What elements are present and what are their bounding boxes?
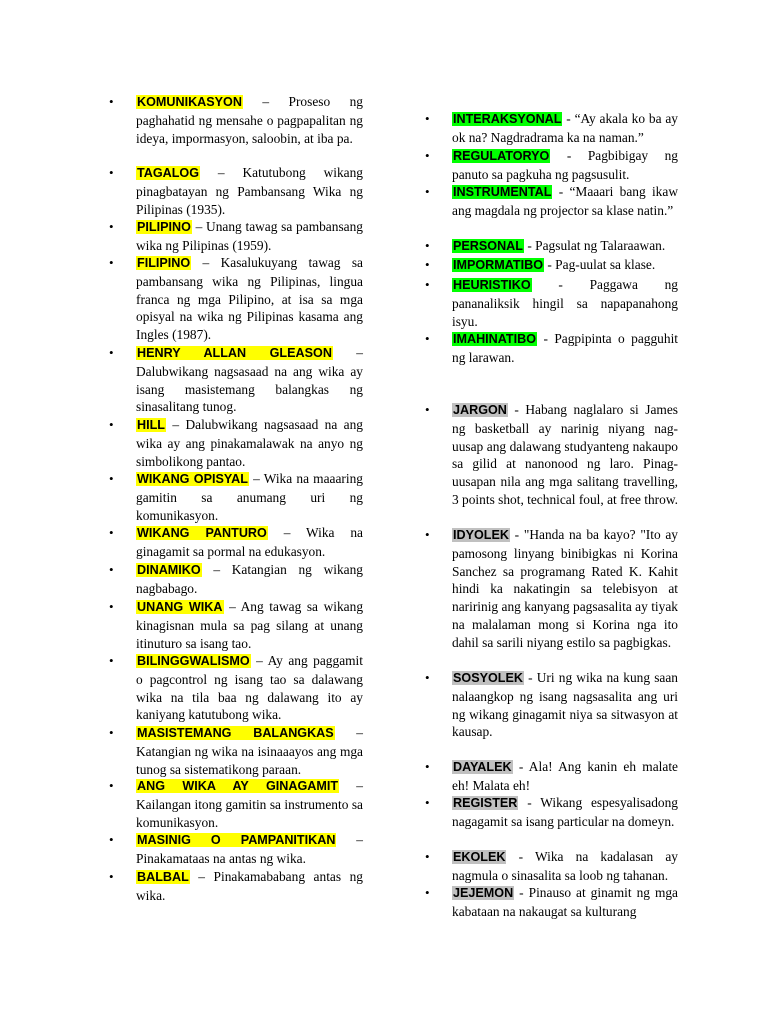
list-item [109,724,363,778]
bullet-icon: • [109,345,114,360]
term-highlight: PILIPINO [137,220,191,234]
definition: Pinakamataas na antas ng wika. [136,850,306,866]
bullet-icon: • [109,417,114,432]
list-item [425,758,678,795]
separator: - [523,238,536,253]
term-highlight: DAYALEK [453,760,512,774]
separator: – [242,94,289,109]
definition: Pag-uulat sa klase. [555,257,656,272]
bullet-icon: • [425,111,430,126]
separator: – [248,471,264,486]
list-item [425,669,678,741]
separator: - [544,257,556,272]
list-item [109,777,364,831]
term-highlight: BILINGGWALISMO [137,654,250,668]
term-highlight: IDYOLEK [453,528,509,542]
definition: Katangian ng wika na isinaaayos ang mga tunog sa sistematikong paraan. [136,743,363,777]
list-item [425,183,678,220]
separator: - [514,885,529,900]
definition: Habang naglalaro si James ng basketball ay narinig niyang nag-uusap ang dalawang studyanteng nakaupo sa gilid at nanonood ng laro. Pinag-uusapan nila ang mga salitang travelling, 3 points shot, technical foul, at free throw. [452,402,678,507]
term-highlight: WIKANG PANTURO [137,526,267,540]
term-highlight: REGISTER [453,796,518,810]
term-highlight: FILIPINO [137,256,191,270]
bullet-icon: • [425,238,430,253]
bullet-icon: • [425,849,430,864]
separator: – [332,345,363,360]
definition: Kasalukuyang tawag sa pambansang wika ng Pilipinas, lingua franca ng mga Pilipino, at isa sa mga opisyal na wika ng Pilipinas kasama ang Ingles (1987). [136,255,363,343]
definition: Wika na ginagamit sa pormal na edukasyon. [136,525,363,559]
bullet-icon: • [109,869,114,884]
list-item [425,526,679,652]
term-highlight: DINAMIKO [137,563,201,577]
bullet-icon: • [109,219,114,234]
bullet-icon: • [109,255,114,270]
bullet-icon: • [109,832,114,847]
definition: “Ay akala ko ba ay ok na? Nagdradrama ka na naman.” [452,111,678,145]
list-item [109,218,363,255]
definition: Ang tawag sa wikang kinagisnan mula sa pag silang at unang itinuturo sa isang tao. [136,599,364,651]
term-highlight: HILL [137,418,165,432]
separator: – [165,417,186,432]
term-highlight: JARGON [453,403,507,417]
definition: "Handa na ba kayo? "Ito ay pamosong linyang binibigkas ni Korina Sanchez sa programang Rated K. Kahit hindi ka nakatingin sa telebisyon at naririnig ang kanyang pagsasalita ay tiyak na malalaman mong si Korina nga ito dahil sa sarili niyang estilo sa pagbigkas. [452,527,679,650]
separator: - [506,849,536,864]
definition: Pagpipinta o pagguhit ng larawan. [452,331,679,365]
separator: - [550,148,588,163]
bullet-icon: • [425,527,430,542]
definition: Paggawa ng pananaliksik hingil sa napapanahong isyu. [452,277,679,329]
list-item [109,868,364,905]
term-highlight: KOMUNIKASYON [137,95,242,109]
definition: Wika na kadalasan ay nagmula o sinasalita sa loob ng tahanan. [452,849,678,883]
term-highlight: BALBAL [137,870,189,884]
definition: Ala! Ang kanin eh malate eh! Malata eh! [452,759,678,793]
list-item [425,147,678,184]
list-item [109,344,363,416]
term-highlight: TAGALOG [137,166,200,180]
bullet-icon: • [109,165,114,180]
list-item [109,561,363,598]
separator: - [552,184,570,199]
separator: - [509,527,524,542]
term-highlight: INSTRUMENTAL [453,185,552,199]
list-item [425,794,678,831]
separator: - [523,670,537,685]
list-item [425,401,678,509]
term-highlight: EKOLEK [453,850,506,864]
bullet-icon: • [425,402,430,417]
list-item [109,416,363,470]
separator: - [512,759,529,774]
definition: Dalubwikang nagsasaad na ang wika ay isang masistemang balangkas ng sinasalitang tunog. [136,363,363,415]
separator: - [507,402,526,417]
bullet-icon: • [425,277,430,292]
definition: Dalubwikang nagsasaad na ang wika ay ang pinakamalawak na anyo ng simbolikong pantao. [136,417,363,469]
bullet-icon: • [109,599,114,614]
definition: Uri ng wika na kung saan nalaangkop ng isang nagsasalita ang uri ng wikang ginagamit niya sa sitwasyon at kausap. [452,670,678,740]
bullet-icon: • [109,525,114,540]
definition: Pagbibigay ng panuto sa pagkuha ng pagsusulit. [452,148,678,182]
definition: Wika na maaaring gamitin sa anumang uri ng komunikasyon. [136,471,363,523]
separator: – [336,832,363,847]
separator: – [189,869,214,884]
term-highlight: MASISTEMANG BALANGKAS [137,726,334,740]
definition: Wikang espesyalisadong nagagamit sa isang particular na domeyn. [452,795,678,829]
separator: – [339,778,364,793]
separator: - [531,277,590,292]
list-item [109,524,363,561]
bullet-icon: • [425,184,430,199]
bullet-icon: • [425,670,430,685]
definition: Pinauso at ginamit ng mga kabataan na nakaugat sa kulturang [452,885,679,919]
separator: - [537,331,555,346]
bullet-icon: • [109,653,114,668]
separator: - [562,111,575,126]
definition: Katutubong wikang pinagbatayan ng Pambansang Wika ng Pilipinas (1935). [136,165,364,217]
list-item [425,848,678,885]
definition: Proseso ng paghahatid ng mensahe o pagpapalitan ng ideya, impormasyon, saloobin, at iba pa. [136,94,363,146]
term-highlight: SOSYOLEK [453,671,523,685]
bullet-icon: • [425,331,430,346]
term-highlight: HENRY ALLAN GLEASON [137,346,332,360]
list-item [109,470,363,524]
separator: – [200,165,243,180]
definition: Kailangan itong gamitin sa instrumento sa komunikasyon. [136,796,363,830]
list-item [109,598,364,652]
bullet-icon: • [425,148,430,163]
separator: – [250,653,268,668]
term-highlight: JEJEMON [453,886,514,900]
term-highlight: ANG WIKA AY GINAGAMIT [137,779,339,793]
bullet-icon: • [425,759,430,774]
bullet-icon: • [425,795,430,810]
term-highlight: PERSONAL [453,239,523,253]
term-highlight: REGULATORYO [453,149,550,163]
list-item [109,831,363,868]
definition: Katangian ng wikang nagbabago. [136,562,363,596]
separator: - [518,795,541,810]
separator: – [334,725,363,740]
term-highlight: MASINIG O PAMPANITIKAN [137,833,336,847]
term-highlight: WIKANG OPISYAL [137,472,248,486]
bullet-icon: • [425,885,430,900]
separator: – [191,255,221,270]
term-highlight: HEURISTIKO [453,278,531,292]
bullet-icon: • [109,562,114,577]
term-highlight: IMPORMATIBO [453,258,544,272]
separator: – [191,219,207,234]
list-item [425,330,679,367]
list-item [425,256,678,275]
definition: Ay ang paggamit o pagcontrol ng isang tao sa dalawang wika na tila baa ng dalawang ito ay kaniyang katutubong wika. [136,653,364,723]
list-item [109,652,364,724]
term-highlight: IMAHINATIBO [453,332,537,346]
definition: Pinakamababang antas ng wika. [136,869,364,903]
bullet-icon: • [109,94,114,109]
list-item [109,254,363,344]
term-highlight: UNANG WIKA [137,600,223,614]
bullet-icon: • [425,257,430,272]
separator: – [223,599,241,614]
list-item [109,93,363,147]
list-item [425,237,678,256]
list-item [425,110,678,147]
definition: Pagsulat ng Talaraawan. [535,238,666,253]
separator: – [201,562,232,577]
separator: – [267,525,307,540]
bullet-icon: • [109,725,114,740]
definition: “Maaari bang ikaw ang magdala ng projector sa klase natin.” [452,184,678,218]
bullet-icon: • [109,778,114,793]
definition: Unang tawag sa pambansang wika ng Pilipinas (1959). [136,219,363,253]
bullet-icon: • [109,471,114,486]
list-item [109,164,364,218]
term-highlight: INTERAKSYONAL [453,112,562,126]
list-item [425,884,679,921]
list-item [425,276,679,330]
